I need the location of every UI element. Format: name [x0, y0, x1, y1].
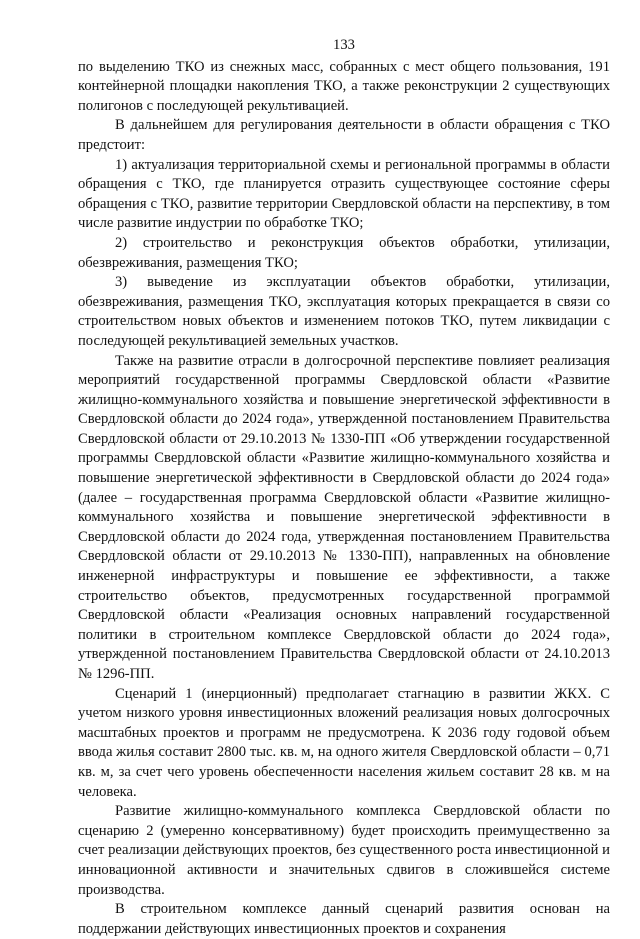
paragraph-scenario-1: Сценарий 1 (инерционный) предполагает стагнацию в развитии ЖКХ. С учетом низкого уровня инвестиционных вложений реализация новых долгосрочных масштабных проектов и программ не предусмотрена. К 2036 году годовой объем ввода жилья составит 2800 тыс. кв. м, на одного жителя Свердловской области – 0,71 кв. м, за счет чего уровень обеспеченности населения жильем составит 28 кв. м на человека. [78, 685, 610, 800]
paragraph-continuation: по выделению ТКО из снежных масс, собранных с мест общего пользования, 191 контейнерной площадки накопления ТКО, а также реконструкции 2 существующих полигонов с последующей рекультивацией. [78, 58, 610, 114]
paragraph-program: Также на развитие отрасли в долгосрочной перспективе повлияет реализация мероприятий государственной программы Свердловской области «Развитие жилищно-коммунального хозяйства и повышение энергетической эффективности в Свердловской области до 2024 года», утвержденной постановлением Правительства Свердловской области от 29.10.2013 № 1330-ПП «Об утверждении государственной программы Свердловской области «Развитие жилищно-коммунального хозяйства и повышение энергетической эффективности в Свердловской области до 2024 года» (далее – государственная программа Свердловской области «Развитие жилищно-коммунального хозяйства и повышение энергетической эффективности в Свердловской области до 2024 года, утвержденная постановлением Правительства Свердловской области от 29.10.2013 № 1330-ПП), направленных на обновление инженерной инфраструктуры и повышение ее эффективности, а также строительство объектов, предусмотренных государственной программой Свердловской области «Реализация основных направлений государственной политики в строительном комплексе Свердловской области до 2024 года», утвержденной постановлением Правительства Свердловской области от 24.10.2013 № 1296-ПП. [78, 352, 610, 682]
list-item-2: 2) строительство и реконструкция объектов обработки, утилизации, обезвреживания, размещения ТКО; [78, 234, 610, 271]
page-number: 133 [333, 37, 355, 53]
paragraph-construction: В строительном комплексе данный сценарий развития основан на поддержании действующих инвестиционных проектов и сохранения [78, 901, 610, 937]
paragraph-scenario-2: Развитие жилищно-коммунального комплекса Свердловской области по сценарию 2 (умеренно консервативному) будет происходить преимущественно за счет реализации действующих проектов, без существенного роста инвестиционной и инновационной активности и значительных сдвигов в сложившейся системе производства. [78, 803, 610, 898]
document-page [78, 36, 610, 939]
paragraph-intro: В дальнейшем для регулирования деятельности в области обращения с ТКО предстоит: [78, 117, 610, 153]
list-item-1: 1) актуализация территориальной схемы и региональной программы в области обращения с ТКО, где планируется отразить существующее состояние сферы обращения с ТКО, развитие территории Свердловской области на перспективу, в том числе развитие индустрии по обработке ТКО; [78, 156, 610, 232]
list-item-3: 3) выведение из эксплуатации объектов обработки, утилизации, обезвреживания, размещения ТКО, эксплуатация которых прекращается в связи со строительством новых объектов и изменением потоков ТКО, путем ликвидации с последующей рекультивацией земельных участков. [78, 274, 610, 349]
